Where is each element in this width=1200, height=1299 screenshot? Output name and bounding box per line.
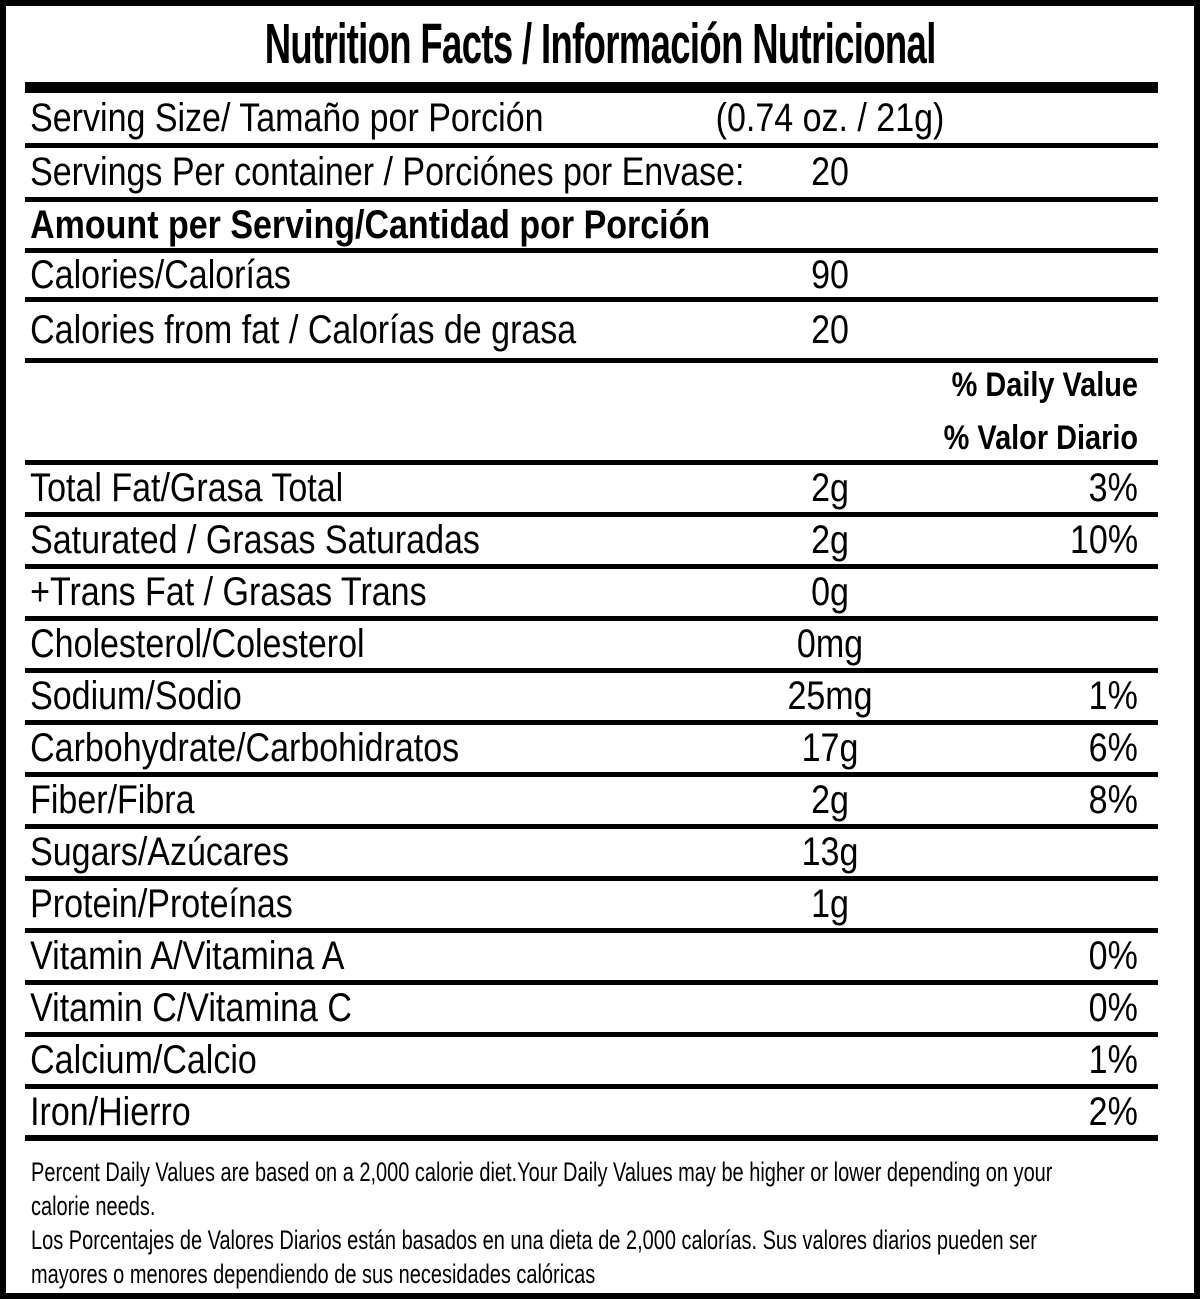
nutrient-amount: 2g	[811, 518, 849, 562]
nutrient-row-calcium	[25, 1037, 1158, 1089]
nutrient-amount: 0g	[811, 570, 849, 614]
nutrient-amount: 1g	[811, 882, 849, 926]
footnote-line: Los Porcentajes de Valores Diarios están basados en una dieta de 2,000 calorías. Sus valores diarios pueden ser	[31, 1225, 1037, 1255]
servings-per-container-value: 20	[811, 150, 849, 194]
nutrient-label: Sugars/Azúcares	[30, 830, 290, 874]
nutrient-label: Vitamin C/Vitamina C	[30, 986, 352, 1030]
nutrient-row-vitamin-c	[25, 985, 1158, 1037]
calories-value: 90	[811, 252, 849, 297]
nutrient-dv: 1%	[1088, 1038, 1138, 1082]
nutrient-label: Vitamin A/Vitamina A	[30, 934, 345, 978]
nutrient-label: Calcium/Calcio	[30, 1038, 257, 1082]
nutrient-amount: 17g	[801, 726, 859, 770]
label-title: Nutrition Facts / Información Nutricional	[264, 12, 936, 76]
nutrient-row-iron	[25, 1089, 1158, 1141]
nutrient-dv: 3%	[1088, 466, 1138, 510]
daily-value-header-es: % Valor Diario	[943, 418, 1138, 457]
nutrient-label: Iron/Hierro	[30, 1089, 191, 1134]
daily-value-header-block	[25, 363, 1158, 465]
serving-size-value: (0.74 oz. / 21g)	[715, 95, 945, 140]
nutrient-row-saturated-fat	[25, 517, 1158, 569]
calories-row	[25, 253, 1158, 302]
serving-size-label: Serving Size/ Tamaño por Porción	[30, 95, 544, 140]
footnote-line: mayores o menores dependiendo de sus necesidades calóricas	[31, 1259, 596, 1289]
nutrient-dv: 0%	[1088, 934, 1138, 978]
nutrient-label: Sodium/Sodio	[30, 674, 242, 718]
calories-from-fat-row	[25, 302, 1158, 363]
nutrient-dv: 6%	[1088, 726, 1138, 770]
nutrient-label: Fiber/Fibra	[30, 778, 195, 822]
nutrient-row-sodium	[25, 673, 1158, 725]
nutrient-dv: 1%	[1088, 674, 1138, 718]
serving-size-row	[25, 93, 1158, 148]
footnote-line: calorie needs.	[31, 1191, 156, 1221]
calories-from-fat-label: Calories from fat / Calorías de grasa	[30, 307, 577, 352]
nutrient-row-cholesterol	[25, 621, 1158, 673]
header-divider-bar	[25, 82, 1158, 93]
nutrient-label: Protein/Proteínas	[30, 882, 293, 926]
nutrient-row-protein	[25, 881, 1158, 933]
nutrient-dv: 10%	[1069, 518, 1138, 562]
nutrient-row-fiber	[25, 777, 1158, 829]
footnote-line: Percent Daily Values are based on a 2,000 calorie diet.Your Daily Values may be higher or lower depending on your	[31, 1157, 1053, 1187]
nutrient-label: Saturated / Grasas Saturadas	[30, 518, 480, 562]
nutrient-amount: 25mg	[787, 674, 873, 718]
nutrient-row-carbohydrate	[25, 725, 1158, 777]
nutrient-label: Total Fat/Grasa Total	[30, 466, 344, 510]
nutrient-amount: 0mg	[796, 622, 864, 666]
label-header	[6, 6, 1194, 82]
calories-from-fat-value: 20	[811, 307, 849, 352]
servings-per-container-label: Servings Per container / Porciónes por Envase:	[30, 150, 745, 194]
nutrient-label: +Trans Fat / Grasas Trans	[30, 570, 427, 614]
nutrient-dv: 8%	[1088, 778, 1138, 822]
calories-label: Calories/Calorías	[30, 252, 291, 297]
nutrient-row-total-fat	[25, 465, 1158, 517]
amount-per-serving-header-row	[25, 202, 1158, 253]
nutrient-row-sugars	[25, 829, 1158, 881]
footnote	[25, 1141, 1158, 1291]
servings-per-container-row	[25, 148, 1158, 202]
label-body	[6, 82, 1194, 1291]
nutrient-label: Cholesterol/Colesterol	[30, 622, 365, 666]
daily-value-header-en: % Daily Value	[951, 365, 1138, 404]
nutrient-amount: 2g	[811, 778, 849, 822]
nutrient-amount: 2g	[811, 466, 849, 510]
amount-per-serving-header: Amount per Serving/Cantidad por Porción	[30, 202, 711, 247]
nutrient-label: Carbohydrate/Carbohidratos	[30, 726, 460, 770]
nutrient-dv: 2%	[1088, 1089, 1138, 1134]
nutrient-row-vitamin-a	[25, 933, 1158, 985]
nutrient-amount: 13g	[801, 830, 859, 874]
nutrient-dv: 0%	[1088, 986, 1138, 1030]
nutrient-row-trans-fat	[25, 569, 1158, 621]
